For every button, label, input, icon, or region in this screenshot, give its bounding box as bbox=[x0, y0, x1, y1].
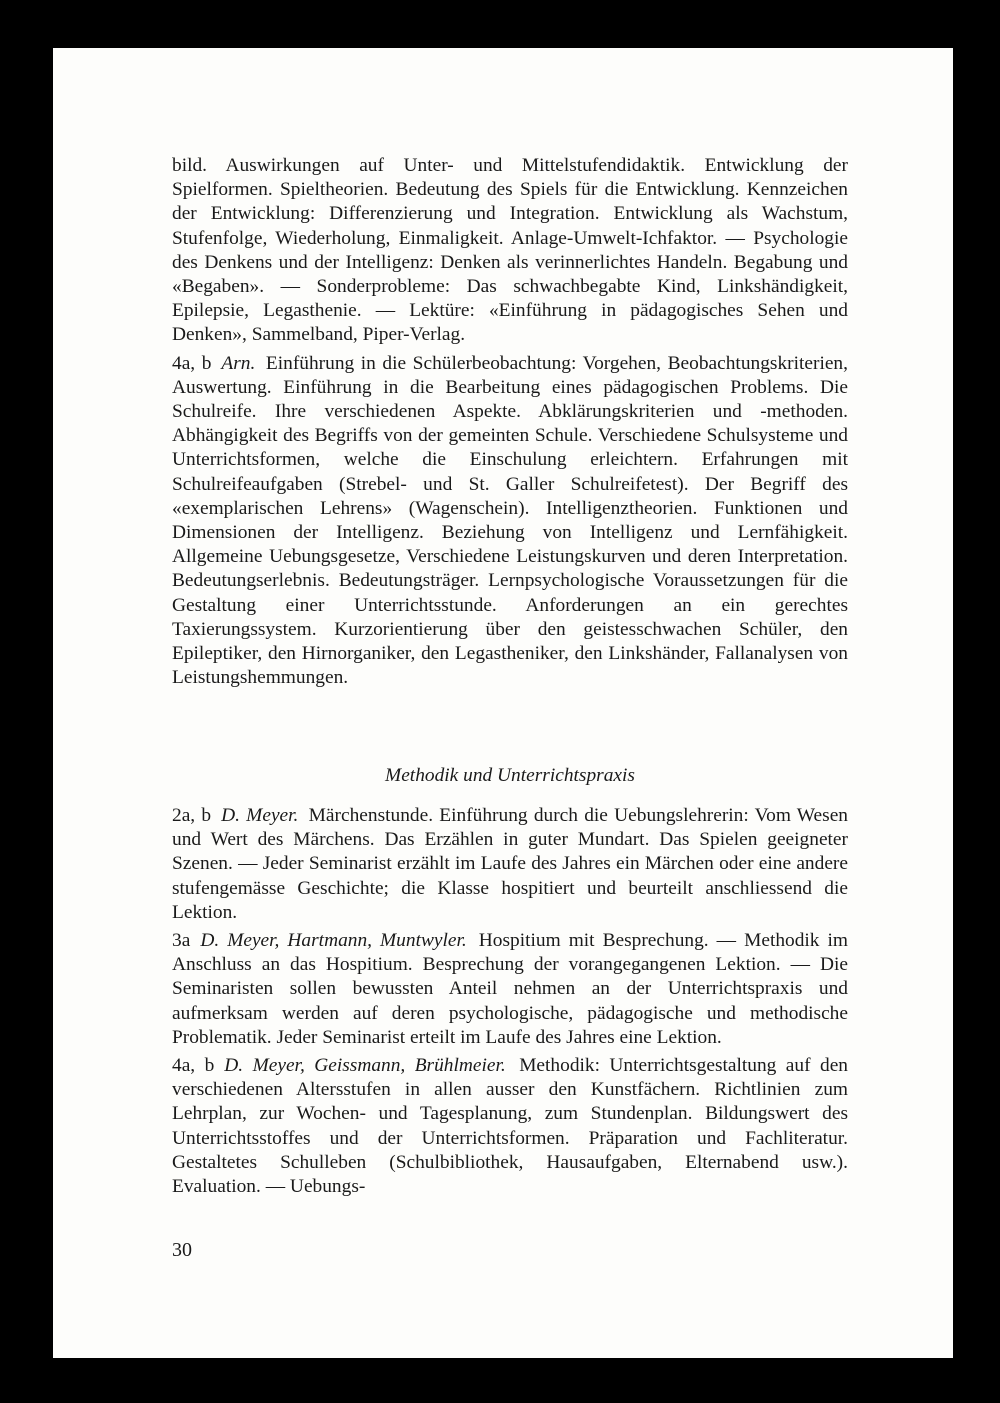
instructor-name: D. Meyer, Hartmann, Muntwyler. bbox=[200, 930, 467, 952]
section-heading: Methodik und Unterrichtspraxis bbox=[385, 765, 635, 786]
class-label: 4a, b bbox=[172, 1055, 215, 1077]
instructor-name: D. Meyer, Geissmann, Brühlmeier. bbox=[224, 1055, 506, 1077]
intro-paragraph: bild. Auswirkungen auf Unter- und Mittelstufendidaktik. Entwicklung der Spielformen. Spieltheorien. Bedeutung des Spiels für die Entwicklung. Kennzeichen der Entwicklung: Differenzierung und Integration. Entwicklung als Wachstum, Stufenfolge, Wiederholung, Einmaligkeit. Anlage-Umwelt-Ichfaktor. — Psychologie des Denkens und der Intelligenz: Denken als verinnerlichtes Handeln. Begabung und «Begaben». — Sonderprobleme: Das schwachbegabte Kind, Linkshändigkeit, Epilepsie, Legasthenie. — Lektüre: «Einführung in pädagogisches Sehen und Denken», Sammelband, Piper-Verlag. bbox=[172, 155, 848, 346]
text-block-lower bbox=[172, 804, 848, 1199]
entry-text: Einführung in die Schülerbeobachtung: Vorgehen, Beobachtungskriterien, Auswertung. Einführung in die Bearbeitung eines pädagogischen Problems. Die Schulreife. Ihre verschiedenen Aspekte. Abklärungskriterien und -methoden. Abhängigkeit des Begriffs von der gemeinten Schule. Verschiedene Schulsysteme und Unterrichtsformen, welche die Einschulung erleichtern. Erfahrungen mit Schulreifeaufgaben (Strebel- und St. Galler Schulreifetest). Der Begriff des «exemplarischen Lehrens» (Wagenschein). Intelligenztheorien. Funktionen und Dimensionen der Intelligenz. Beziehung von Intelligenz und Lernfähigkeit. Allgemeine Uebungsgesetze, Verschiedene Leistungskurven und deren Interpretation. Bedeutungserlebnis. Bedeutungsträger. Lernpsychologische Voraussetzungen für die Gestaltung einer Unterrichtsstunde. Anforderungen an ein gerechtes Taxierungssystem. Kurzorientierung über den geistesschwachen Schüler, den Epileptiker, den Hirnorganiker, den Legastheniker, den Linkshänder, Fallanalysen von Leistungshemmungen. bbox=[172, 352, 848, 689]
instructor-name: Arn. bbox=[221, 352, 256, 374]
entry-2ab bbox=[172, 804, 848, 925]
text-block-upper bbox=[172, 154, 848, 690]
page-number: 30 bbox=[172, 1239, 192, 1261]
entry-4ab-method bbox=[172, 1054, 848, 1199]
entry-text: Methodik: Unterrichtsgestaltung auf den verschiedenen Altersstufen in allen ausser den Kunstfächern. Richtlinien zum Lehrplan, zur Wochen- und Tagesplanung, zum Stundenplan. Bildungswert des Unterrichtsstoffes und der Unterrichtsformen. Präparation und Fachliteratur. Gestaltetes Schulleben (Schulbibliothek, Hausaufgaben, Elternabend usw.). Evaluation. — Uebungs- bbox=[172, 1055, 848, 1198]
entry-text: Hospitium mit Besprechung. — Methodik im Anschluss an das Hospitium. Besprechung der vorangegangenen Lektion. — Die Seminaristen sollen bewussten Anteil nehmen an der Unterrichtspraxis und aufmerksam werden auf deren psychologische, pädagogische und methodische Problematik. Jeder Seminarist erteilt im Laufe des Jahres eine Lektion. bbox=[172, 930, 848, 1048]
instructor-name: D. Meyer. bbox=[221, 805, 299, 826]
class-label: 3a bbox=[172, 930, 191, 952]
class-label: 2a, b bbox=[172, 805, 212, 826]
entry-text: Märchenstunde. Einführung durch die Uebungslehrerin: Vom Wesen und Wert des Märchens. Das Erzählen in guter Mundart. Das Spielen geeigneter Szenen. — Jeder Seminarist erzählt im Laufe des Jahres ein Märchen oder eine andere stufengemässe Geschichte; die Klasse hospitiert und beurteilt anschliessend die Lektion. bbox=[172, 805, 849, 923]
entry-3a bbox=[172, 929, 848, 1050]
entry-4ab-psychology bbox=[172, 352, 848, 691]
class-label: 4a, b bbox=[172, 352, 212, 374]
